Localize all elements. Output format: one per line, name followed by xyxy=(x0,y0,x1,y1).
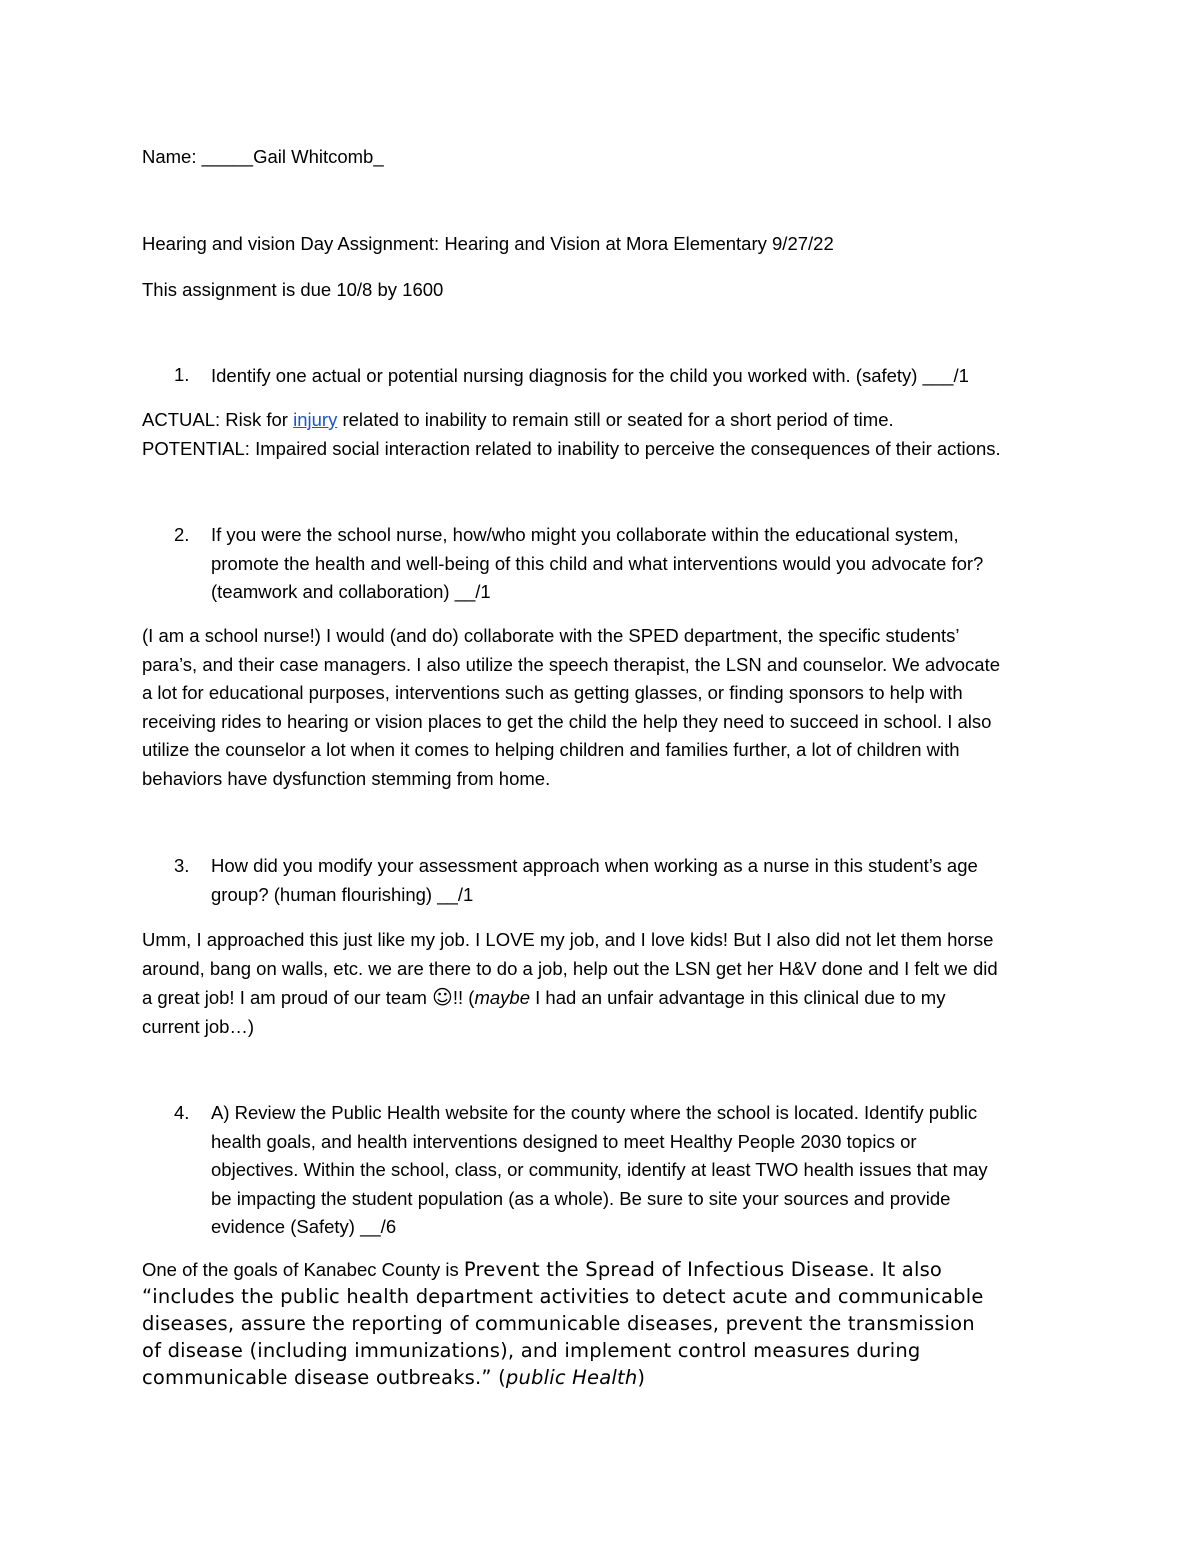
question-4-line: health goals, and health interventions designed to meet Healthy People 2030 topics or xyxy=(211,1130,917,1152)
question-4-line: evidence (Safety) __/6 xyxy=(211,1216,397,1237)
question-1-number: 1. xyxy=(174,364,190,385)
question-2-line: If you were the school nurse, how/who might you collaborate within the educational system, xyxy=(211,524,959,545)
answer-1-actual-pre: ACTUAL: Risk for xyxy=(142,409,294,430)
answer-3-mid: !! ( xyxy=(452,987,475,1008)
question-1-line: Identify one actual or potential nursing diagnosis for the child you worked with. (safety) ___/1 xyxy=(211,365,969,386)
answer-3-line: around, bang on walls, etc. we are there to do a job, help out the LSN get her H&V done and I felt we did xyxy=(142,957,998,979)
question-3-text xyxy=(211,852,1071,909)
answer-2-line: a lot for educational purposes, interventions such as getting glasses, or finding sponsors to help with xyxy=(142,682,963,703)
answer-2-line: utilize the counselor a lot when it comes to helping children and families further, a lot of children with xyxy=(142,739,960,760)
question-3-line: How did you modify your assessment approach when working as a nurse in this student’s age xyxy=(211,855,978,876)
answer-4-line xyxy=(142,1364,984,1391)
due-date-line: This assignment is due 10/8 by 1600 xyxy=(142,279,444,300)
question-4-line: be impacting the student population (as a whole). Be sure to site your sources and provide xyxy=(211,1187,951,1209)
question-4-line: A) Review the Public Health website for the county where the school is located. Identify public xyxy=(211,1102,978,1123)
question-2-number: 2. xyxy=(174,524,190,545)
answer-3-pre: a great job! I am proud of our team xyxy=(142,987,432,1008)
answer-1-potential: POTENTIAL: Impaired social interaction related to inability to perceive the consequences of their actions. xyxy=(142,437,1001,459)
answer-2-line: (I am a school nurse!) I would (and do) collaborate with the SPED department, the specific students’ xyxy=(142,625,960,646)
question-2-line: (teamwork and collaboration) __/1 xyxy=(211,581,491,602)
question-4-line: objectives. Within the school, class, or community, identify at least TWO health issues that may xyxy=(211,1159,988,1180)
smiley-icon: ☺ xyxy=(432,985,453,1009)
answer-4-last-post: ) xyxy=(637,1366,646,1389)
question-3-line: group? (human flourishing) __/1 xyxy=(211,883,474,905)
answer-4-pre: One of the goals of Kanabec County is xyxy=(142,1259,464,1280)
question-2-line: promote the health and well-being of this child and what interventions would you advocate for? xyxy=(211,552,984,574)
answer-3-line: Umm, I approached this just like my job. I LOVE my job, and I love kids! But I also did not let them horse xyxy=(142,929,994,950)
answer-4 xyxy=(142,1256,984,1391)
answer-2 xyxy=(142,622,1000,793)
answer-4-line xyxy=(142,1256,984,1283)
answer-3-line: current job…) xyxy=(142,1015,255,1037)
answer-3-post: I had an unfair advantage in this clinical due to my xyxy=(529,987,946,1008)
answer-1 xyxy=(142,406,1001,463)
answer-1-actual xyxy=(142,406,1001,435)
answer-4-line: diseases, assure the reporting of communicable diseases, prevent the transmission xyxy=(142,1312,975,1335)
assignment-title: Hearing and vision Day Assignment: Hearing and Vision at Mora Elementary 9/27/22 xyxy=(142,233,834,254)
answer-2-line: behaviors have dysfunction stemming from home. xyxy=(142,767,551,789)
answer-2-line: para’s, and their case managers. I also utilize the speech therapist, the LSN and counselor. We advocate xyxy=(142,653,1001,675)
answer-3-line xyxy=(142,983,998,1013)
name-line: Name: _____Gail Whitcomb_ xyxy=(142,146,384,167)
injury-link[interactable]: injury xyxy=(293,409,338,430)
answer-4-source: public Health xyxy=(505,1366,638,1389)
answer-3 xyxy=(142,926,998,1041)
answer-4-last-pre: communicable disease outbreaks.” ( xyxy=(142,1366,506,1389)
answer-2-line: receiving rides to hearing or vision places to get the child the help they need to succeed in school. I also xyxy=(142,710,992,732)
question-4-number: 4. xyxy=(174,1102,190,1123)
answer-4-line: “includes the public health department activities to detect acute and communicable xyxy=(142,1285,984,1308)
answer-3-italic: maybe xyxy=(474,987,530,1008)
question-4-text xyxy=(211,1099,1071,1242)
answer-1-actual-post: related to inability to remain still or seated for a short period of time. xyxy=(337,409,894,430)
question-3-number: 3. xyxy=(174,855,190,876)
answer-4-quote: Prevent the Spread of Infectious Disease. It also xyxy=(463,1258,943,1281)
question-1-text xyxy=(211,362,1071,391)
question-2-text xyxy=(211,521,1071,607)
answer-4-line: of disease (including immunizations), and implement control measures during xyxy=(142,1339,921,1362)
